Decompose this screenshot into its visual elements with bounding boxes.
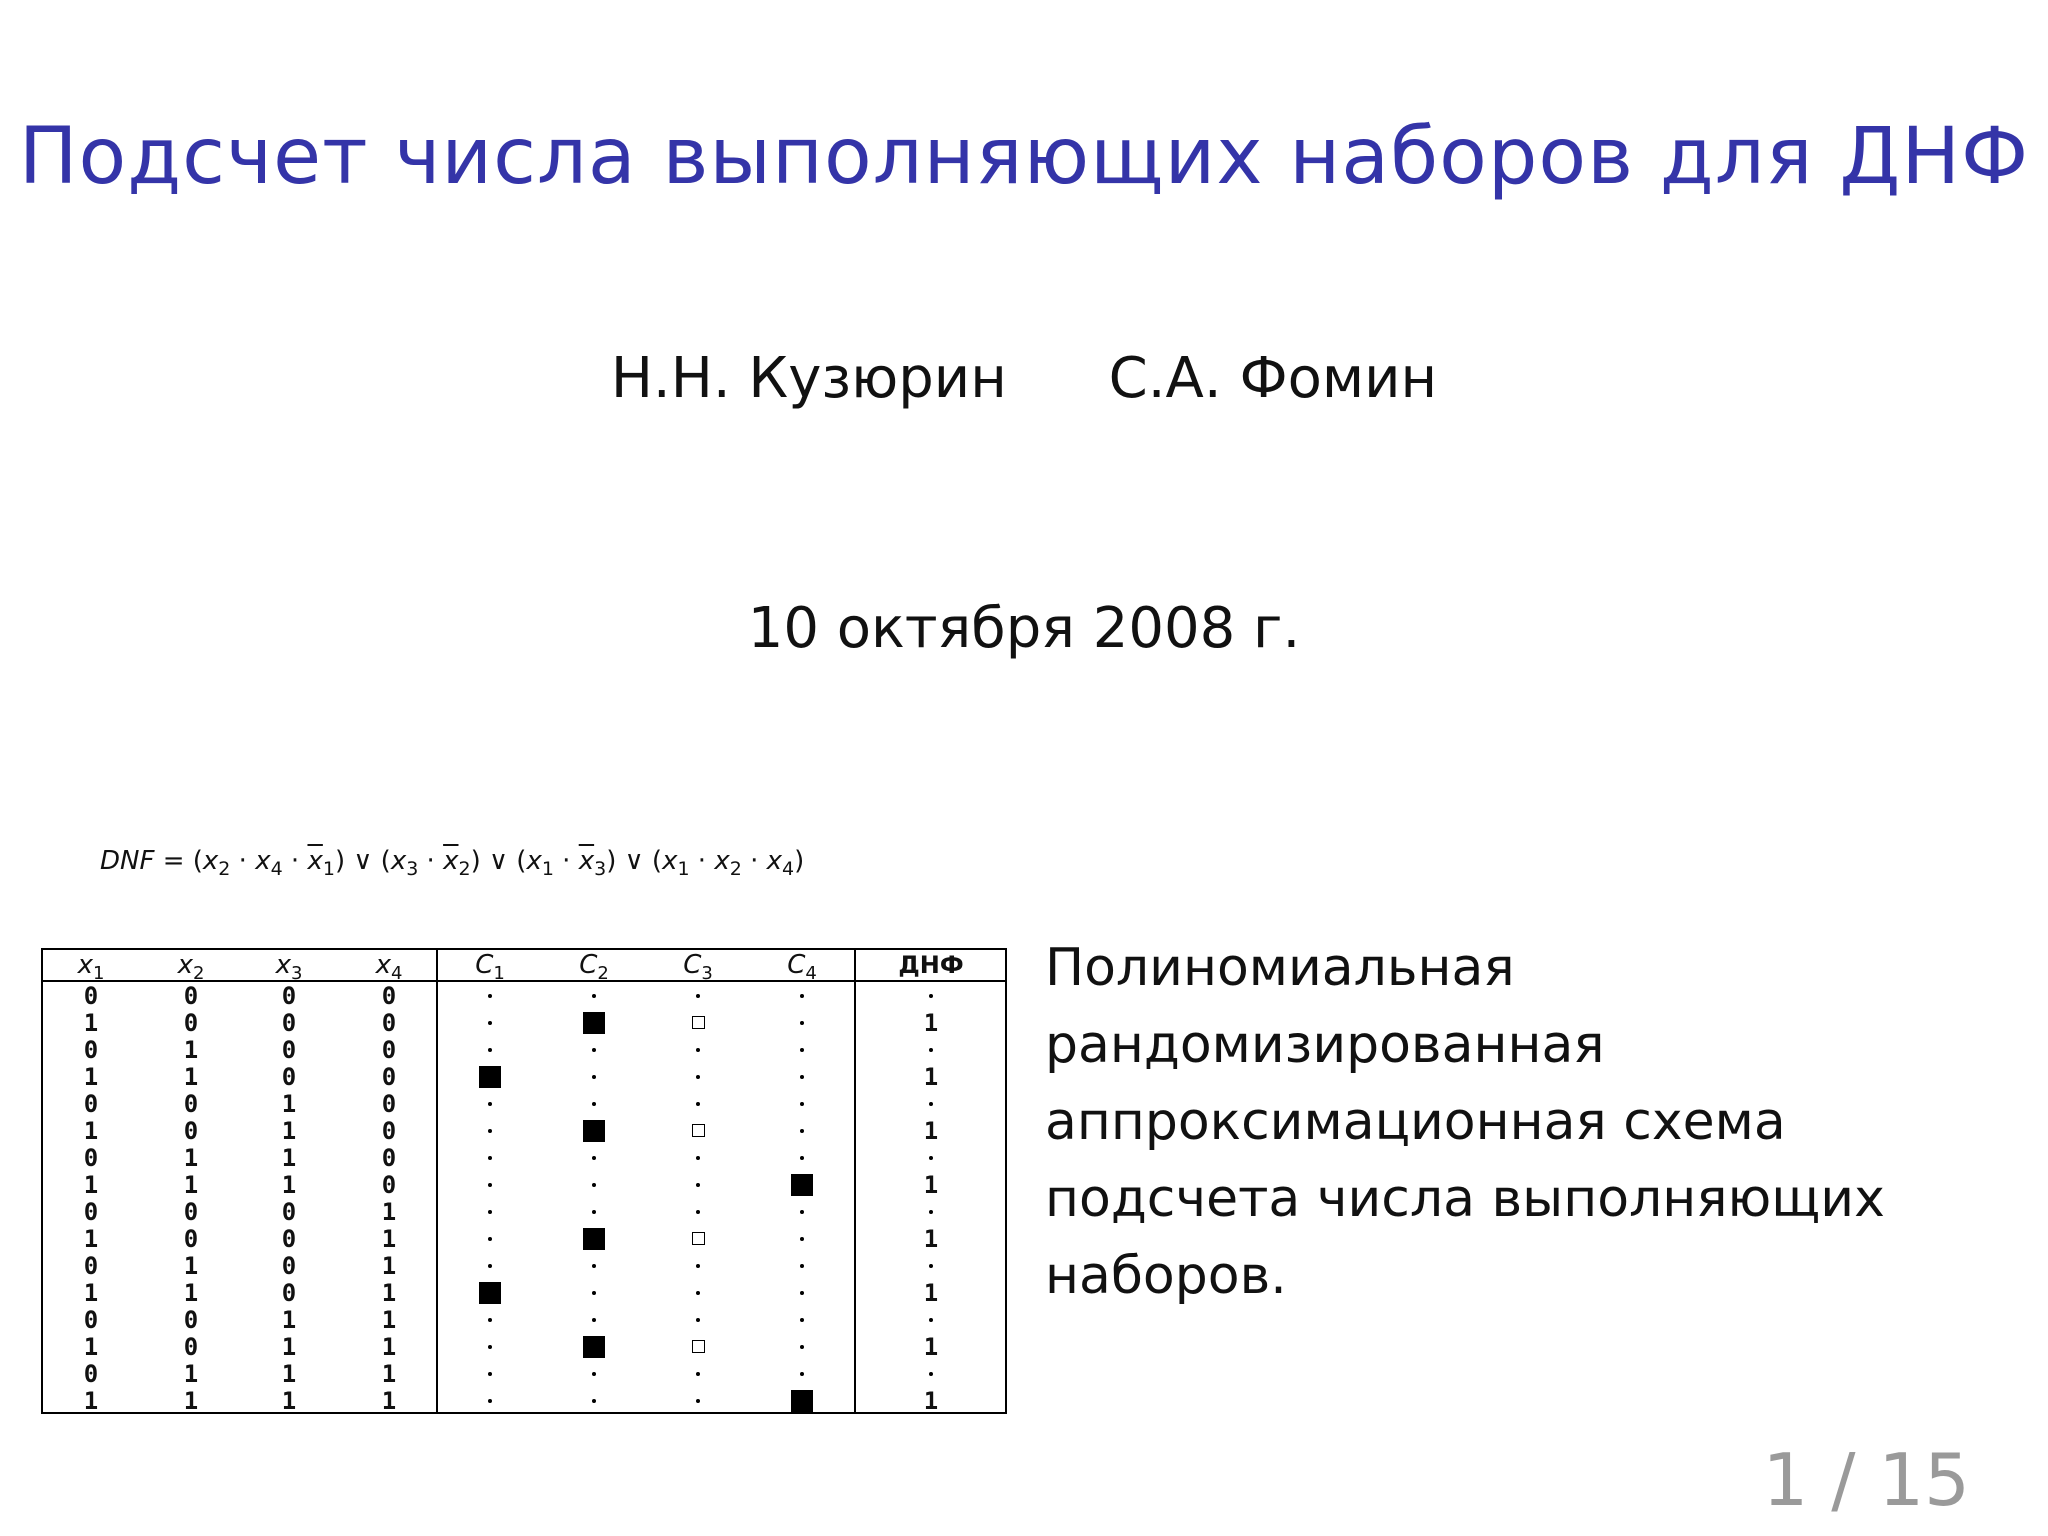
column-divider-clauses xyxy=(854,950,856,1412)
dot-icon xyxy=(592,1318,596,1322)
table-cell-x4: 0 xyxy=(381,981,397,1010)
dot-icon xyxy=(696,1399,700,1403)
table-cell-x1: 0 xyxy=(83,981,99,1010)
table-cell-x4: 1 xyxy=(381,1386,397,1415)
hollow-square-icon xyxy=(692,1124,705,1137)
table-cell-x2: 1 xyxy=(183,1143,199,1172)
dot-icon xyxy=(488,1372,492,1376)
table-cell-x4: 0 xyxy=(381,1062,397,1091)
dot-icon xyxy=(800,1102,804,1106)
table-cell-x2: 1 xyxy=(183,1359,199,1388)
table-cell-x2: 1 xyxy=(183,1251,199,1280)
table-cell-x2: 0 xyxy=(183,1089,199,1118)
filled-square-icon xyxy=(479,1282,501,1304)
header-index: 1 xyxy=(92,963,105,985)
table-cell-x1: 1 xyxy=(83,1170,99,1199)
header-index: 3 xyxy=(290,963,303,985)
table-cell-x4: 1 xyxy=(381,1251,397,1280)
table-cell-x4: 0 xyxy=(381,1089,397,1118)
dot-icon xyxy=(800,1156,804,1160)
table-cell-x3: 0 xyxy=(281,1251,297,1280)
header-label: C xyxy=(787,950,806,980)
table-cell-x4: 0 xyxy=(381,1008,397,1037)
dot-icon xyxy=(488,1237,492,1241)
dot-icon xyxy=(488,1210,492,1214)
header-x3 xyxy=(239,950,339,985)
header-label: C xyxy=(683,950,702,980)
table-cell-x2: 1 xyxy=(183,1170,199,1199)
dot-icon xyxy=(592,1048,596,1052)
dot-icon xyxy=(800,1048,804,1052)
table-cell-x3: 1 xyxy=(281,1170,297,1199)
dot-icon xyxy=(800,1291,804,1295)
dot-icon xyxy=(592,1075,596,1079)
column-divider-vars xyxy=(436,950,438,1412)
filled-square-icon xyxy=(791,1390,813,1412)
dot-icon xyxy=(696,1048,700,1052)
dot-icon xyxy=(488,1021,492,1025)
table-cell-x1: 1 xyxy=(83,1386,99,1415)
table-cell-x3: 1 xyxy=(281,1089,297,1118)
dot-icon xyxy=(696,1318,700,1322)
table-cell-x4: 1 xyxy=(381,1305,397,1334)
dot-icon xyxy=(696,994,700,998)
header-label: x xyxy=(275,950,291,980)
dot-icon xyxy=(800,1372,804,1376)
dot-icon xyxy=(929,1102,933,1106)
dot-icon xyxy=(800,1237,804,1241)
table-cell-x2: 0 xyxy=(183,1008,199,1037)
header-label: x xyxy=(77,950,93,980)
formula-rhs: = $(x_2 \cdot x_4 \cdot \overline{x}_1)$ ∨ $(x_3 \cdot \overline{x}_2)$ ∨ $(x_1 \cdot \overline{x}_3)$ ∨ $(x_1 \cdot x_2 \cdot x_4)$ xyxy=(162,846,805,881)
header-label: C xyxy=(579,950,598,980)
dot-icon xyxy=(929,1156,933,1160)
table-cell-x1: 0 xyxy=(83,1089,99,1118)
header-c1 xyxy=(440,950,540,985)
dot-icon xyxy=(929,994,933,998)
description: Полиномиальная рандомизированная аппроксимационная схема подсчета числа выполняющих наборов. xyxy=(1045,938,1885,1306)
header-c3 xyxy=(648,950,748,985)
dot-icon xyxy=(929,1318,933,1322)
dot-icon xyxy=(592,1264,596,1268)
table-cell-x3: 0 xyxy=(281,1197,297,1226)
dot-icon xyxy=(488,1102,492,1106)
hollow-square-icon xyxy=(692,1016,705,1029)
header-label: C xyxy=(475,950,494,980)
dot-icon xyxy=(800,1345,804,1349)
page-number: 1 / 15 xyxy=(1762,1438,1970,1522)
header-днф xyxy=(881,950,981,980)
table-cell-x4: 1 xyxy=(381,1278,397,1307)
header-index: 3 xyxy=(701,963,713,985)
dot-icon xyxy=(488,1156,492,1160)
table-cell-x1: 1 xyxy=(83,1116,99,1145)
dot-icon xyxy=(800,994,804,998)
table-cell-x4: 0 xyxy=(381,1116,397,1145)
table-cell-dnf: 1 xyxy=(923,1008,939,1037)
table-cell-x4: 1 xyxy=(381,1359,397,1388)
header-index: 4 xyxy=(805,963,817,985)
dot-icon xyxy=(696,1075,700,1079)
header-label: ДНФ xyxy=(898,951,964,979)
dnf-formula xyxy=(100,846,804,880)
table-cell-x4: 0 xyxy=(381,1143,397,1172)
filled-square-icon xyxy=(479,1066,501,1088)
table-cell-x3: 0 xyxy=(281,1008,297,1037)
dot-icon xyxy=(592,1183,596,1187)
dot-icon xyxy=(696,1264,700,1268)
table-cell-dnf: 1 xyxy=(923,1116,939,1145)
dot-icon xyxy=(592,1399,596,1403)
dot-icon xyxy=(592,1372,596,1376)
dot-icon xyxy=(696,1372,700,1376)
authors xyxy=(0,346,2048,411)
dot-icon xyxy=(800,1129,804,1133)
truth-table xyxy=(41,948,1007,1414)
table-cell-x2: 0 xyxy=(183,1224,199,1253)
table-cell-dnf: 1 xyxy=(923,1332,939,1361)
dot-icon xyxy=(592,994,596,998)
table-cell-x4: 1 xyxy=(381,1332,397,1361)
table-cell-x3: 1 xyxy=(281,1305,297,1334)
table-cell-x4: 1 xyxy=(381,1197,397,1226)
dot-icon xyxy=(696,1183,700,1187)
table-cell-x4: 1 xyxy=(381,1224,397,1253)
table-cell-x3: 0 xyxy=(281,981,297,1010)
table-cell-x4: 0 xyxy=(381,1170,397,1199)
filled-square-icon xyxy=(583,1120,605,1142)
table-cell-x3: 1 xyxy=(281,1116,297,1145)
dot-icon xyxy=(488,1264,492,1268)
dot-icon xyxy=(696,1291,700,1295)
dot-icon xyxy=(488,994,492,998)
dot-icon xyxy=(800,1021,804,1025)
table-cell-x2: 1 xyxy=(183,1278,199,1307)
dot-icon xyxy=(592,1102,596,1106)
table-cell-dnf: 1 xyxy=(923,1170,939,1199)
table-cell-x1: 1 xyxy=(83,1062,99,1091)
slide-title: Подсчет числа выполняющих наборов для ДНФ xyxy=(18,112,2030,202)
hollow-square-icon xyxy=(692,1340,705,1353)
dot-icon xyxy=(488,1345,492,1349)
header-c4 xyxy=(752,950,852,985)
table-cell-dnf: 1 xyxy=(923,1278,939,1307)
dot-icon xyxy=(800,1318,804,1322)
table-cell-x1: 1 xyxy=(83,1008,99,1037)
header-label: x xyxy=(375,950,391,980)
header-label: x xyxy=(177,950,193,980)
filled-square-icon xyxy=(583,1228,605,1250)
table-cell-x1: 0 xyxy=(83,1251,99,1280)
dot-icon xyxy=(800,1264,804,1268)
table-cell-x2: 1 xyxy=(183,1062,199,1091)
table-cell-x3: 1 xyxy=(281,1359,297,1388)
dot-icon xyxy=(488,1183,492,1187)
dot-icon xyxy=(929,1372,933,1376)
table-cell-x1: 0 xyxy=(83,1305,99,1334)
table-cell-dnf: 1 xyxy=(923,1224,939,1253)
table-cell-x3: 1 xyxy=(281,1332,297,1361)
dot-icon xyxy=(592,1156,596,1160)
filled-square-icon xyxy=(583,1012,605,1034)
dot-icon xyxy=(696,1210,700,1214)
table-cell-x4: 0 xyxy=(381,1035,397,1064)
dot-icon xyxy=(488,1399,492,1403)
table-cell-x2: 0 xyxy=(183,1116,199,1145)
table-cell-x2: 1 xyxy=(183,1035,199,1064)
table-cell-x1: 1 xyxy=(83,1224,99,1253)
table-cell-x1: 0 xyxy=(83,1143,99,1172)
header-index: 2 xyxy=(597,963,609,985)
table-cell-x2: 1 xyxy=(183,1386,199,1415)
table-cell-x1: 1 xyxy=(83,1278,99,1307)
header-index: 4 xyxy=(390,963,403,985)
table-cell-dnf: 1 xyxy=(923,1386,939,1415)
table-cell-dnf: 1 xyxy=(923,1062,939,1091)
filled-square-icon xyxy=(583,1336,605,1358)
table-cell-x3: 0 xyxy=(281,1224,297,1253)
dot-icon xyxy=(696,1156,700,1160)
date: 10 октября 2008 г. xyxy=(747,596,1301,661)
dot-icon xyxy=(488,1129,492,1133)
formula-lhs: DNF xyxy=(100,846,155,876)
header-index: 1 xyxy=(493,963,505,985)
author-kuzyurin: Н.Н. Кузюрин xyxy=(610,346,1007,411)
dot-icon xyxy=(800,1075,804,1079)
header-index: 2 xyxy=(192,963,205,985)
table-cell-x1: 0 xyxy=(83,1035,99,1064)
table-cell-x3: 1 xyxy=(281,1386,297,1415)
table-cell-x2: 0 xyxy=(183,981,199,1010)
table-cell-x3: 0 xyxy=(281,1035,297,1064)
dot-icon xyxy=(929,1048,933,1052)
dot-icon xyxy=(592,1291,596,1295)
header-x4 xyxy=(339,950,439,985)
table-cell-x1: 0 xyxy=(83,1197,99,1226)
dot-icon xyxy=(488,1318,492,1322)
dot-icon xyxy=(488,1048,492,1052)
table-cell-x2: 0 xyxy=(183,1305,199,1334)
hollow-square-icon xyxy=(692,1232,705,1245)
header-x2 xyxy=(141,950,241,985)
header-c2 xyxy=(544,950,644,985)
table-cell-x1: 0 xyxy=(83,1359,99,1388)
table-cell-x1: 1 xyxy=(83,1332,99,1361)
filled-square-icon xyxy=(791,1174,813,1196)
table-cell-x2: 0 xyxy=(183,1332,199,1361)
table-cell-x3: 0 xyxy=(281,1278,297,1307)
header-x1 xyxy=(41,950,141,985)
author-fomin: С.А. Фомин xyxy=(1108,346,1438,411)
table-cell-x3: 1 xyxy=(281,1143,297,1172)
dot-icon xyxy=(929,1264,933,1268)
table-cell-x2: 0 xyxy=(183,1197,199,1226)
dot-icon xyxy=(800,1210,804,1214)
table-cell-x3: 0 xyxy=(281,1062,297,1091)
dot-icon xyxy=(696,1102,700,1106)
dot-icon xyxy=(592,1210,596,1214)
dot-icon xyxy=(929,1210,933,1214)
